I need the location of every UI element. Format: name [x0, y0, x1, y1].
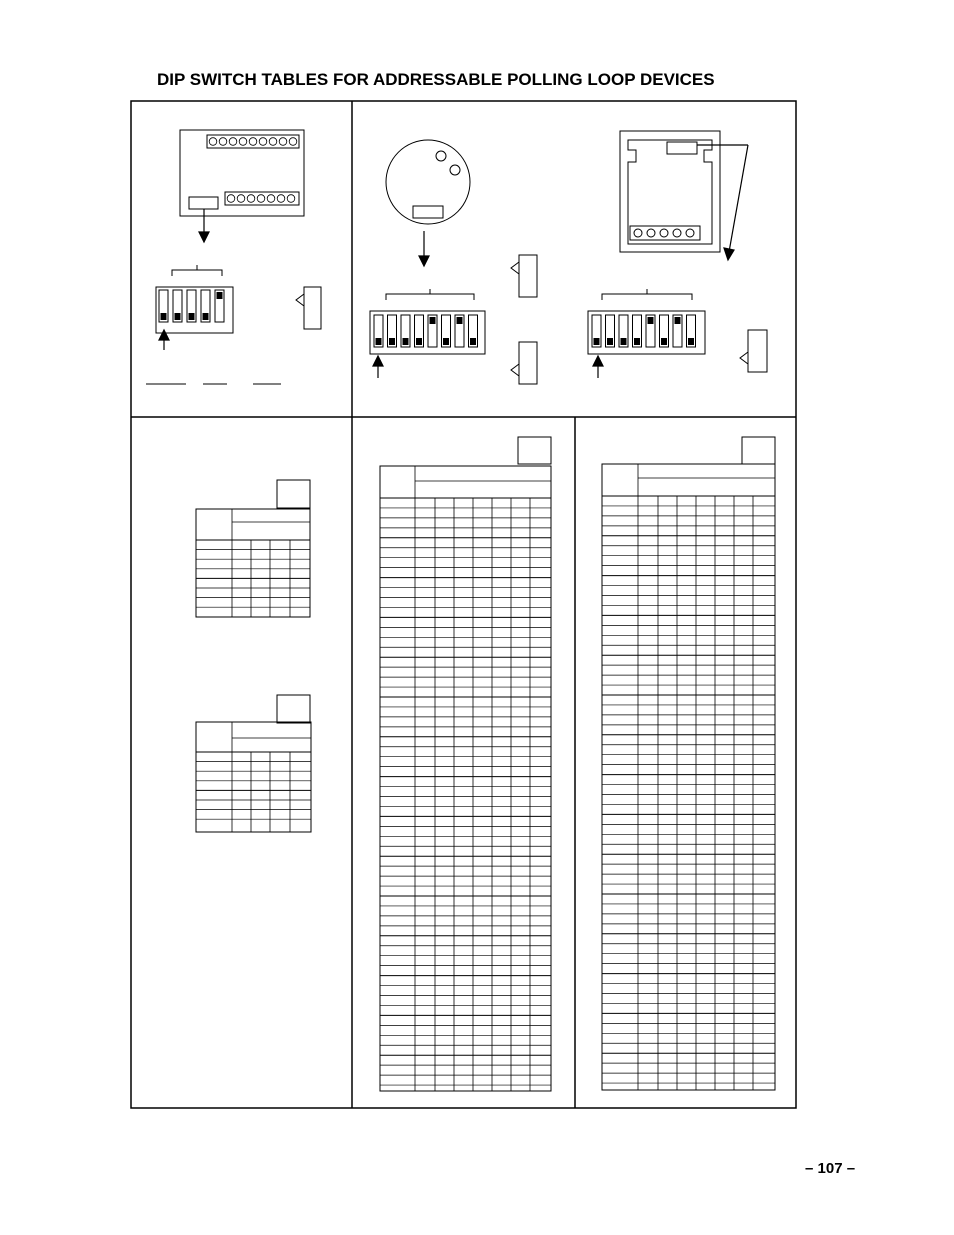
on-indicator-2: [511, 255, 537, 297]
dip-switch-tables: [196, 464, 775, 1091]
switch-lever: [470, 338, 476, 345]
arrow-up-2: [373, 356, 383, 378]
dip-switch-location: [189, 197, 218, 209]
switch-lever: [688, 338, 694, 345]
dip-switch-location: [667, 142, 697, 154]
off-indicator-3: [740, 330, 767, 372]
screw-icon: [249, 138, 257, 146]
switch-lever: [594, 338, 600, 345]
device-round-detector: [386, 140, 470, 224]
switch-lever: [175, 313, 181, 320]
screw-icon: [219, 138, 227, 146]
screw-icon: [257, 195, 265, 203]
off-indicator-2: [511, 342, 537, 384]
switch-lever: [648, 317, 654, 324]
switch-lever: [376, 338, 382, 345]
arrow-down-1: [199, 209, 209, 242]
screw-icon: [209, 138, 217, 146]
screw-icon: [267, 195, 275, 203]
screw-icon: [686, 229, 694, 237]
device-square-module: [620, 131, 720, 252]
dip-switch-5pos-levers: [159, 290, 224, 322]
screw-icon: [259, 138, 267, 146]
terminal-strip: [630, 226, 700, 240]
dip-switch-8pos-a-levers: [374, 315, 478, 347]
switch-lever: [607, 338, 613, 345]
screw-icon: [647, 229, 655, 237]
screw-icon: [227, 195, 235, 203]
dip-table: [196, 509, 310, 617]
screw-icon: [277, 195, 285, 203]
switch-lever: [389, 338, 395, 345]
dip-switch-location: [413, 206, 443, 218]
screw-icon: [634, 229, 642, 237]
terminal-strip-bottom: [225, 192, 299, 205]
dip-table: [380, 466, 551, 1091]
switch-lever: [661, 338, 667, 345]
switch-lever: [403, 338, 409, 345]
dip-switch-8pos-b-levers: [592, 315, 696, 347]
dip-table: [196, 722, 311, 832]
arrow-up-3: [593, 356, 603, 378]
switch-lever: [634, 338, 640, 345]
switch-lever: [443, 338, 449, 345]
screw-icon: [239, 138, 247, 146]
screw-icon: [660, 229, 668, 237]
page-number: – 107 –: [805, 1160, 856, 1177]
switch-lever: [189, 313, 195, 320]
screw-icon: [269, 138, 277, 146]
switch-lever: [161, 313, 167, 320]
terminal-screws-1: [209, 138, 297, 203]
screw-icon: [287, 195, 295, 203]
switch-lever: [675, 317, 681, 324]
on-indicator-1: [296, 287, 321, 329]
screw-icon: [289, 138, 297, 146]
screw-icon: [237, 195, 245, 203]
switch-lever: [416, 338, 422, 345]
screw-icon: [673, 229, 681, 237]
device-module-rect: [180, 130, 304, 216]
page-title: DIP SWITCH TABLES FOR ADDRESSABLE POLLING LOOP DEVICES: [157, 70, 715, 89]
switch-lever: [203, 313, 209, 320]
switch-lever: [217, 292, 223, 299]
screw-icon: [247, 195, 255, 203]
arrow-down-2: [419, 231, 429, 266]
switch-lever: [621, 338, 627, 345]
screw-icon: [279, 138, 287, 146]
switch-lever: [457, 317, 463, 324]
terminal-strip-top: [207, 135, 299, 148]
dip-table: [602, 464, 775, 1090]
screw-icon: [229, 138, 237, 146]
switch-lever: [430, 317, 436, 324]
